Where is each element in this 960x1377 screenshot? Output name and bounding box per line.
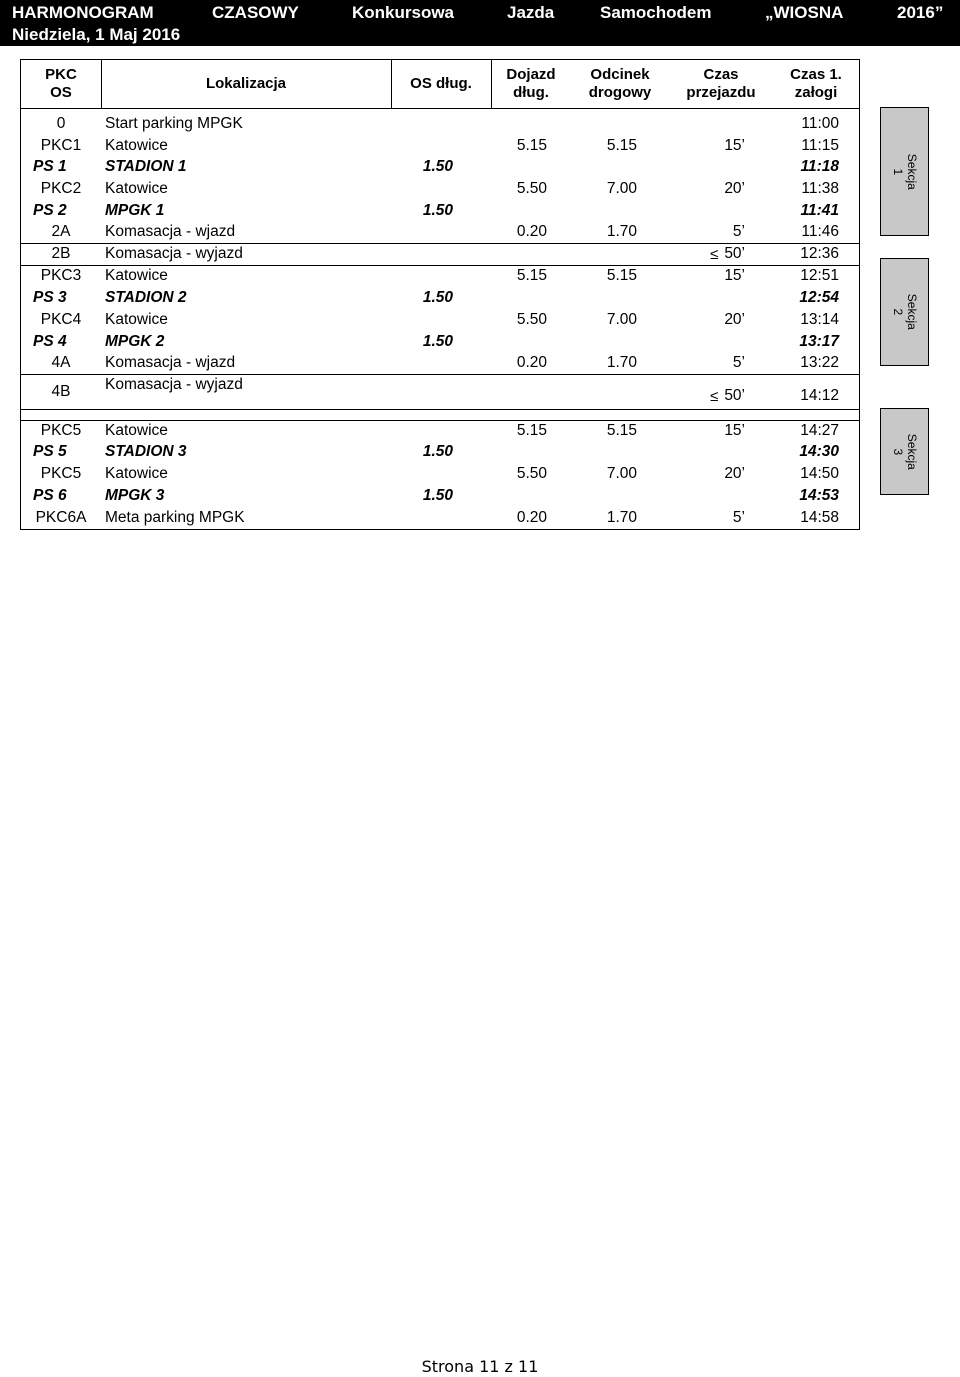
col-header-czas-przejazdu: Czas przejazdu xyxy=(686,66,756,101)
row-czas-przejazdu: 20’ xyxy=(724,180,745,198)
row-os-dlug: 1.50 xyxy=(422,443,453,461)
row-dojazd: 5.50 xyxy=(516,465,547,483)
section-label-1: Sekcja 1 xyxy=(880,107,929,236)
row-os-dlug: 1.50 xyxy=(422,332,453,350)
row-odcinek: 1.70 xyxy=(606,354,637,372)
row-location: Komasacja - wyjazd xyxy=(105,245,243,263)
row-time: 11:46 xyxy=(801,223,839,241)
row-czas-przejazdu: 20’ xyxy=(724,465,745,483)
row-time: 14:30 xyxy=(799,443,839,461)
row-os-dlug: 1.50 xyxy=(422,289,453,307)
row-dojazd: 0.20 xyxy=(516,354,547,372)
col-header-czas-zalogi: Czas 1. załogi xyxy=(790,66,842,101)
row-pkc: PKC4 xyxy=(40,311,82,329)
row-time: 14:58 xyxy=(800,508,839,526)
row-time: 11:15 xyxy=(801,136,839,154)
row-location: Katowice xyxy=(105,465,168,483)
row-czas-przejazdu: 15’ xyxy=(724,267,745,285)
row-pkc: PS 2 xyxy=(33,202,67,220)
header-word: Samochodem xyxy=(600,3,712,22)
row-location: Komasacja - wyjazd xyxy=(105,375,243,393)
row-location: MPGK 3 xyxy=(105,486,165,504)
section-label-2: Sekcja 2 xyxy=(880,258,929,366)
row-pkc: 4B xyxy=(51,382,71,400)
row-location: Katowice xyxy=(105,267,168,285)
header-word: 2016” xyxy=(897,3,944,22)
row-czas-przejazdu: 5’ xyxy=(732,354,745,372)
row-os-dlug: 1.50 xyxy=(422,158,453,176)
row-time: 11:18 xyxy=(800,158,839,176)
row-pkc: PS 5 xyxy=(33,443,67,461)
row-odcinek: 7.00 xyxy=(606,465,637,483)
schedule-table xyxy=(20,59,860,530)
table-row xyxy=(21,113,859,135)
row-os-dlug: 1.50 xyxy=(422,486,453,504)
row-location: Katowice xyxy=(105,311,168,329)
header-word: HARMONOGRAM xyxy=(12,3,154,22)
row-pkc: PS 3 xyxy=(33,289,67,307)
row-pkc: 0 xyxy=(56,114,66,132)
row-location: Katowice xyxy=(105,180,168,198)
row-location: STADION 2 xyxy=(105,289,187,307)
row-odcinek: 7.00 xyxy=(606,311,637,329)
col-header-pkc: PKC OS xyxy=(21,60,102,108)
row-pkc: PS 1 xyxy=(33,158,67,176)
row-os-dlug: 1.50 xyxy=(422,202,453,220)
section-label-3: Sekcja 3 xyxy=(880,408,929,495)
table-row xyxy=(21,178,859,200)
page-footer: Strona 11 z 11 xyxy=(421,1357,539,1376)
table-row xyxy=(21,420,859,442)
row-time: 14:50 xyxy=(800,465,839,483)
table-row xyxy=(21,244,859,266)
row-time: 11:00 xyxy=(801,114,839,132)
limit-symbol: ≤ xyxy=(710,245,719,263)
table-row-ps xyxy=(21,331,859,353)
row-time: 14:27 xyxy=(800,421,839,439)
row-location: Katowice xyxy=(105,136,168,154)
row-location: STADION 1 xyxy=(105,158,187,176)
table-row xyxy=(21,222,859,244)
row-time: 12:54 xyxy=(799,289,839,307)
header-word: Konkursowa xyxy=(352,3,455,22)
row-location: STADION 3 xyxy=(105,443,187,461)
row-time: 12:36 xyxy=(800,245,839,263)
row-location: Komasacja - wjazd xyxy=(105,223,236,241)
row-dojazd: 5.15 xyxy=(516,267,547,285)
row-pkc: PKC2 xyxy=(40,180,82,198)
row-location: Meta parking MPGK xyxy=(105,508,245,526)
row-time: 14:12 xyxy=(800,386,839,404)
row-dojazd: 0.20 xyxy=(516,223,547,241)
row-odcinek: 1.70 xyxy=(606,508,637,526)
row-czas-przejazdu: 5’ xyxy=(732,223,745,241)
row-czas-przejazdu: 20’ xyxy=(724,311,745,329)
table-row xyxy=(21,309,859,331)
row-dojazd: 5.50 xyxy=(516,311,547,329)
row-odcinek: 5.15 xyxy=(606,267,637,285)
row-time: 11:41 xyxy=(800,202,839,220)
row-time: 12:51 xyxy=(800,267,839,285)
header-word: Jazda xyxy=(507,3,555,22)
table-row-ps xyxy=(21,157,859,179)
row-pkc: PS 6 xyxy=(33,486,67,504)
table-row xyxy=(21,135,859,157)
row-location: Komasacja - wjazd xyxy=(105,354,236,372)
row-dojazd: 0.20 xyxy=(516,508,547,526)
row-time: 14:53 xyxy=(799,486,839,504)
row-pkc: PKC5 xyxy=(40,421,82,439)
row-pkc: PKC6A xyxy=(35,508,87,526)
table-row xyxy=(21,507,859,529)
table-row-ps xyxy=(21,287,859,309)
row-pkc: 2B xyxy=(51,245,71,263)
limit-symbol: ≤ xyxy=(710,387,719,405)
row-time: 13:14 xyxy=(800,311,839,329)
col-header-lokalizacja: Lokalizacja xyxy=(101,60,392,108)
row-location: MPGK 2 xyxy=(105,332,165,350)
table-row xyxy=(21,266,859,288)
row-czas-przejazdu: 15’ xyxy=(724,421,745,439)
header-word: CZASOWY xyxy=(212,3,299,22)
row-pkc: PS 4 xyxy=(33,332,67,350)
col-header-odcinek: Odcinek drogowy xyxy=(588,66,652,101)
table-header-row xyxy=(21,60,859,109)
row-location: Start parking MPGK xyxy=(105,114,243,132)
row-odcinek: 5.15 xyxy=(606,136,637,154)
row-pkc: PKC5 xyxy=(40,465,82,483)
col-header-os-dlug: OS dług. xyxy=(391,60,492,108)
table-row-ps xyxy=(21,441,859,463)
table-row-ps xyxy=(21,200,859,222)
row-time: 13:22 xyxy=(800,354,839,372)
header-word: „WIOSNA xyxy=(765,3,844,22)
row-odcinek: 1.70 xyxy=(606,223,637,241)
col-header-dojazd: Dojazd dług. xyxy=(506,66,556,101)
row-dojazd: 5.15 xyxy=(516,421,547,439)
row-pkc: PKC1 xyxy=(40,136,82,154)
row-pkc: 4A xyxy=(51,354,71,372)
table-row xyxy=(21,353,859,375)
row-czas-przejazdu: 5’ xyxy=(732,508,745,526)
row-czas-przejazdu: ≤ 50’ xyxy=(710,245,745,263)
row-czas-przejazdu: 15’ xyxy=(724,136,745,154)
row-czas-przejazdu: ≤ 50’ xyxy=(710,386,745,405)
row-odcinek: 7.00 xyxy=(606,180,637,198)
page-header xyxy=(0,0,960,46)
header-date: Niedziela, 1 Maj 2016 xyxy=(12,25,181,44)
row-location: MPGK 1 xyxy=(105,202,165,220)
table-row-ps xyxy=(21,485,859,507)
table-row xyxy=(21,463,859,485)
row-dojazd: 5.15 xyxy=(516,136,547,154)
row-time: 13:17 xyxy=(799,332,839,350)
table-row xyxy=(21,375,859,410)
row-pkc: PKC3 xyxy=(40,267,82,285)
row-location: Katowice xyxy=(105,421,168,439)
row-pkc: 2A xyxy=(51,223,71,241)
row-odcinek: 5.15 xyxy=(606,421,637,439)
row-time: 11:38 xyxy=(801,180,839,198)
row-dojazd: 5.50 xyxy=(516,180,547,198)
